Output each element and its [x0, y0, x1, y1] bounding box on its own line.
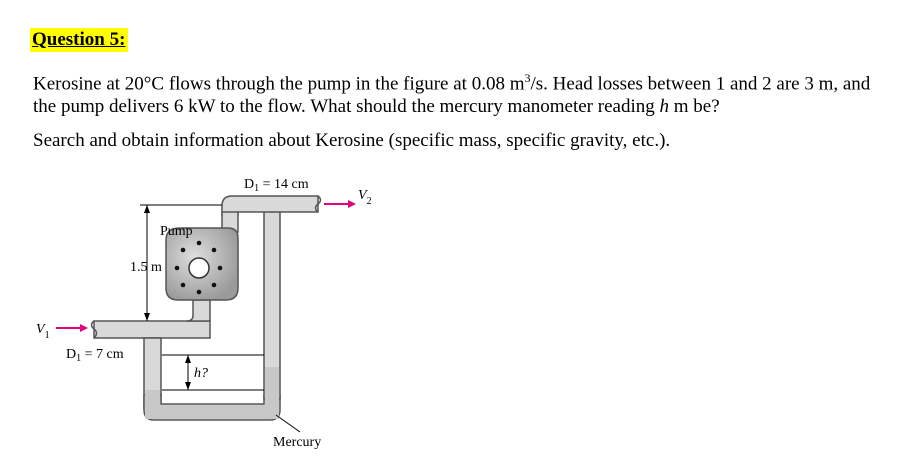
- problem-statement: [33, 67, 903, 118]
- mercury-label: Mercury: [273, 435, 322, 450]
- pump-bolt: [218, 266, 223, 271]
- pump-bolt: [197, 241, 202, 246]
- outlet-diameter-label: $D_1 = 14$ cm: [244, 177, 309, 194]
- v2-arrow: [324, 188, 372, 208]
- problem-line1-a: Kerosine at 20°C flows through the pump in the figure at 0.08 m: [33, 73, 525, 95]
- pump-bolt: [181, 248, 186, 253]
- v1-label: $V_1$: [36, 322, 50, 341]
- height-label: 1.5 m: [130, 260, 162, 275]
- problem-line2-b: m be?: [668, 96, 720, 118]
- h-label: h?: [194, 366, 208, 381]
- mercury-leader: [276, 415, 300, 432]
- pump-bolt: [212, 283, 217, 288]
- problem-line2-variable: h: [659, 96, 669, 118]
- h-dimension: [162, 355, 264, 390]
- pump-impeller: [189, 258, 209, 278]
- mercury-bottom: [145, 405, 279, 419]
- question-heading: Question 5:: [30, 28, 128, 52]
- inlet-diameter-label: $D_1 = 7$ cm: [66, 347, 124, 364]
- mercury-left: [145, 390, 160, 406]
- pump-bolt: [175, 266, 180, 271]
- problem-line2-a: the pump delivers 6 kW to the flow. What should the mercury manometer reading: [33, 96, 660, 118]
- problem-line1-superscript: 3: [524, 71, 531, 85]
- pump-inlet-pipe: [187, 300, 210, 321]
- pump-bolt: [181, 283, 186, 288]
- task-statement: Search and obtain information about Kerosine (specific mass, specific gravity, etc.).: [33, 130, 671, 151]
- v2-label: $V_2$: [358, 188, 372, 207]
- pump-manometer-figure: [0, 160, 917, 464]
- mercury-right: [265, 367, 279, 405]
- inlet-pipe: [94, 321, 210, 338]
- pump-bolt: [197, 290, 202, 295]
- v1-arrow: [36, 322, 88, 341]
- pump-bolt: [212, 248, 217, 253]
- pump-label: Pump: [160, 224, 193, 239]
- problem-line1-b: /s. Head losses between 1 and 2 are 3 m, and: [530, 73, 871, 95]
